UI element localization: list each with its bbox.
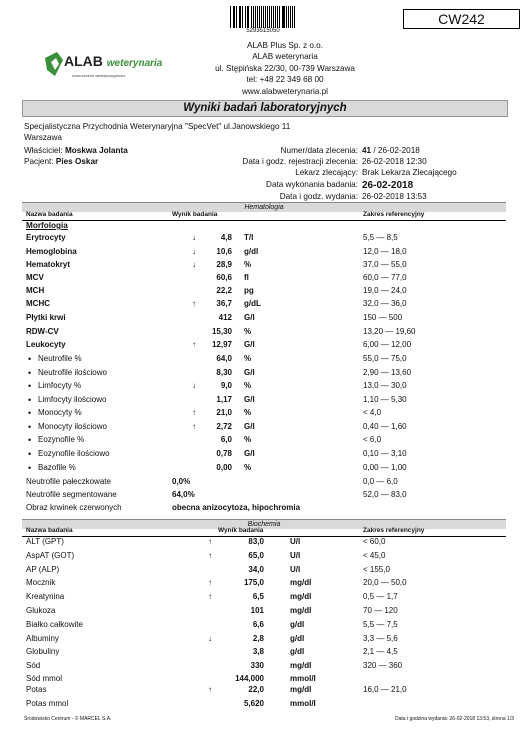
barcode	[230, 6, 296, 28]
result-value: 0,0%	[172, 477, 191, 486]
table-row	[0, 489, 531, 501]
reference-range: 0,40 — 1,60	[363, 422, 407, 431]
test-name: Limfocyty %	[38, 381, 82, 390]
reference-range: 16,0 — 21,0	[363, 685, 407, 694]
result-flag-icon: ↑	[192, 340, 196, 349]
result-value: 64,0%	[172, 490, 195, 499]
table-row	[0, 394, 531, 406]
table-row	[0, 605, 531, 617]
owner-label: Właściciel:	[24, 146, 63, 155]
test-name: Globuliny	[26, 647, 60, 656]
result-value: 0,00	[216, 463, 232, 472]
reference-range: < 6,0	[363, 435, 382, 444]
logo-brand: ALAB	[64, 53, 103, 69]
bullet-icon: •	[28, 449, 32, 459]
header-result: Wynik badania	[172, 211, 218, 218]
table-row	[0, 232, 531, 244]
lab-website: www.alabweterynaria.pl	[241, 86, 328, 96]
result-value: 101	[250, 606, 264, 615]
meta-value-bold: 26-02-2018	[362, 180, 414, 191]
table-row	[0, 380, 531, 392]
barcode-bar	[283, 6, 284, 28]
test-name: Leukocyty	[26, 340, 66, 349]
reference-range: 5,5 — 7,5	[363, 620, 398, 629]
test-name: Sód	[26, 661, 41, 670]
table-row	[0, 326, 531, 338]
lab-address	[190, 40, 380, 97]
report-title: Wyniki badań laboratoryjnych	[22, 100, 508, 117]
clinic-info	[24, 121, 290, 143]
result-value: 0,78	[216, 449, 232, 458]
owner-row	[24, 146, 128, 155]
lab-brand: ALAB weterynaria	[252, 52, 318, 62]
document-id: CW242	[403, 9, 520, 29]
result-unit: %	[244, 327, 252, 336]
result-flag-icon: ↑	[208, 537, 212, 546]
table-row	[0, 619, 531, 631]
result-unit: G/l	[244, 449, 255, 458]
result-unit: pg	[244, 286, 254, 295]
test-name: Albuminy	[26, 634, 59, 643]
result-flag-icon: ↓	[192, 381, 196, 390]
result-unit: g/dl	[244, 247, 259, 256]
reference-range: 13,0 — 30,0	[363, 381, 407, 390]
result-value: 36,7	[216, 299, 232, 308]
clinic-line-2: Warszawa	[24, 133, 62, 142]
result-value: 22,2	[216, 286, 232, 295]
bullet-icon: •	[28, 395, 32, 405]
test-name: Monocyty ilościowo	[38, 422, 107, 431]
result-unit: %	[244, 354, 252, 363]
bullet-icon: •	[28, 408, 32, 418]
lab-name: ALAB Plus Sp. z o.o.	[246, 41, 323, 50]
result-flag-icon: ↓	[192, 233, 196, 242]
barcode-bar	[248, 6, 249, 28]
logo-brand-suffix: weterynaria	[106, 58, 163, 69]
test-name: Potas	[26, 685, 47, 694]
result-value: obecna anizocytoza, hipochromia	[172, 503, 301, 512]
result-value: 175,0	[243, 578, 264, 587]
result-unit: U/l	[290, 537, 301, 546]
result-value: 330	[250, 661, 264, 670]
bullet-icon: •	[28, 354, 32, 364]
reference-range: < 155,0	[363, 565, 390, 574]
table-row	[0, 660, 531, 672]
test-name: RDW-CV	[26, 327, 59, 336]
patient-row	[24, 157, 98, 166]
reference-range: 2,1 — 4,5	[363, 647, 398, 656]
test-name: Sód mmol	[26, 674, 63, 683]
result-flag-icon: ↓	[208, 634, 212, 643]
result-flag-icon: ↑	[192, 408, 196, 417]
table-row	[0, 272, 531, 284]
result-flag-icon: ↑	[208, 551, 212, 560]
meta-value-text: 26-02-2018 13:53	[362, 192, 427, 201]
result-unit: mg/dl	[290, 606, 312, 615]
meta-value	[362, 192, 427, 201]
result-unit: G/l	[244, 422, 255, 431]
result-unit: %	[244, 408, 252, 417]
meta-label: Data wykonania badania:	[266, 180, 358, 189]
result-flag-icon: ↑	[192, 299, 196, 308]
result-value: 4,8	[220, 233, 232, 242]
meta-value	[362, 157, 427, 166]
barcode-bar	[242, 6, 243, 28]
table-row	[0, 259, 531, 271]
result-unit: mmol/l	[290, 674, 316, 683]
table-row	[0, 246, 531, 258]
result-unit: G/l	[244, 395, 255, 404]
barcode-bar	[236, 6, 237, 28]
result-unit: mg/dl	[290, 661, 312, 670]
table-row	[0, 536, 531, 548]
result-value: 65,0	[248, 551, 264, 560]
result-unit: U/l	[290, 551, 301, 560]
result-value: 64,0	[216, 354, 232, 363]
table-row	[0, 698, 531, 710]
logo-tagline: nowoczesne weterynaryjności	[72, 73, 126, 78]
test-name: Hematokryt	[26, 260, 71, 269]
reference-range: 5,5 — 8,5	[363, 233, 398, 242]
meta-label: Data i godz. rejestracji zlecenia:	[242, 157, 358, 166]
reference-range: 12,0 — 18,0	[363, 247, 407, 256]
test-name: Białko całkowite	[26, 620, 83, 629]
result-unit: mmol/l	[290, 699, 316, 708]
section-biochemistry: Biochemia	[22, 519, 506, 529]
test-name: Neutrofile %	[38, 354, 82, 363]
meta-value	[362, 168, 457, 177]
test-name: AspAT (GOT)	[26, 551, 75, 560]
test-name: Eozynofile %	[38, 435, 85, 444]
reference-range: 150 — 500	[363, 313, 403, 322]
reference-range: 70 — 120	[363, 606, 398, 615]
result-unit: mg/dl	[290, 592, 312, 601]
result-unit: g/dl	[290, 634, 305, 643]
table-row	[0, 407, 531, 419]
meta-value	[362, 146, 420, 155]
result-value: 6,6	[252, 620, 264, 629]
test-name: Neutrofile pałeczkowate	[26, 477, 111, 486]
footer-right: Data i godzina wydania: 26-02-2018 13:53, strona 1/3	[395, 716, 514, 722]
reference-range: < 4,0	[363, 408, 382, 417]
reference-range: 19,0 — 24,0	[363, 286, 407, 295]
result-unit: g/dL	[244, 299, 261, 308]
barcode-bar	[275, 6, 276, 28]
result-unit: U/l	[290, 565, 301, 574]
bullet-icon: •	[28, 422, 32, 432]
test-name: Erytrocyty	[26, 233, 66, 242]
barcode-bar	[288, 6, 289, 28]
table-row	[0, 577, 531, 589]
result-value: 9,0	[220, 381, 232, 390]
result-unit: mg/dl	[290, 578, 312, 587]
table-row	[0, 633, 531, 645]
reference-range: < 60,0	[363, 537, 386, 546]
result-value: 6,0	[220, 435, 232, 444]
table-row	[0, 550, 531, 562]
result-unit: %	[244, 435, 252, 444]
table-row	[0, 421, 531, 433]
lab-phone: tel: +48 22 349 68 00	[246, 75, 324, 85]
clinic-line-1: Specjalistyczna Przychodnia Weterynaryjna "SpecVet" ul.Janowskiego 11	[24, 122, 291, 131]
result-value: 1,17	[216, 395, 232, 404]
table-row	[0, 353, 531, 365]
result-value: 10,6	[216, 247, 232, 256]
reference-range: 0,10 — 3,10	[363, 449, 407, 458]
result-unit: mg/dl	[290, 685, 312, 694]
test-name: Kreatynina	[26, 592, 65, 601]
meta-label: Numer/data zlecenia:	[280, 146, 358, 155]
test-name: MCV	[26, 273, 44, 282]
test-name: Eozynofile ilościowo	[38, 449, 110, 458]
meta-value-text: Brak Lekarza Zlecającego	[362, 168, 457, 177]
result-flag-icon: ↑	[208, 685, 212, 694]
result-value: 5,620	[243, 699, 264, 708]
test-name: MCHC	[26, 299, 50, 308]
reference-range: 1,10 — 5,30	[363, 395, 407, 404]
table-row	[0, 339, 531, 351]
header-name: Nazwa badania	[26, 211, 73, 218]
hematology-column-headers	[22, 211, 506, 221]
group-title-morfologia: Morfologia	[26, 221, 68, 230]
result-unit: g/dl	[290, 647, 305, 656]
barcode-bar	[294, 6, 295, 28]
table-row	[0, 564, 531, 576]
result-value: 22,0	[248, 685, 264, 694]
section-hematology: Hematologia	[22, 202, 506, 212]
table-row	[0, 367, 531, 379]
result-flag-icon: ↑	[192, 422, 196, 431]
meta-value	[362, 180, 413, 191]
result-flag-icon: ↓	[192, 260, 196, 269]
patient-value: Pies Oskar	[55, 157, 99, 166]
bullet-icon: •	[28, 463, 32, 473]
table-row	[0, 312, 531, 324]
table-row	[0, 591, 531, 603]
test-name: Monocyty %	[38, 408, 82, 417]
result-unit: %	[244, 381, 252, 390]
reference-range: 0,00 — 1,00	[363, 463, 407, 472]
result-value: 6,5	[252, 592, 264, 601]
result-unit: fl	[244, 273, 249, 282]
header-result: Wynik badania	[218, 527, 264, 534]
result-unit: g/dl	[290, 620, 305, 629]
reference-range: 0,0 — 6,0	[363, 477, 398, 486]
patient-label: Pacjent:	[24, 157, 54, 166]
header-name: Nazwa badania	[26, 527, 73, 534]
table-row	[0, 476, 531, 488]
barcode-bar	[251, 6, 252, 28]
result-unit: G/l	[244, 340, 255, 349]
table-row	[0, 462, 531, 474]
reference-range: 320 — 360	[363, 661, 403, 670]
result-value: 60,6	[216, 273, 232, 282]
result-value: 34,0	[248, 565, 264, 574]
lab-street: ul. Stępińska 22/30, 00-739 Warszawa	[215, 63, 355, 73]
bullet-icon: •	[28, 368, 32, 378]
header-ref: Zakres referencyjny	[363, 211, 425, 218]
reference-range: < 45,0	[363, 551, 386, 560]
meta-label: Lekarz zlecający:	[295, 168, 358, 177]
result-unit: G/l	[244, 313, 255, 322]
test-name: AP (ALP)	[26, 565, 60, 574]
test-name: Glukoza	[26, 606, 56, 615]
table-row	[0, 646, 531, 658]
result-value: 28,9	[216, 260, 232, 269]
result-value: 2,72	[216, 422, 232, 431]
result-unit: G/l	[244, 368, 255, 377]
result-value: 15,30	[211, 327, 232, 336]
reference-range: 55,0 — 75,0	[363, 354, 407, 363]
result-value: 8,30	[216, 368, 232, 377]
reference-range: 2,90 — 13,60	[363, 368, 412, 377]
footer-left: Środowisko Centrum - © MARCEL S.A.	[24, 716, 112, 722]
test-name: Limfocyty ilościowo	[38, 395, 107, 404]
result-value: 21,0	[216, 408, 232, 417]
reference-range: 32,0 — 36,0	[363, 299, 407, 308]
result-flag-icon: ↑	[208, 592, 212, 601]
reference-range: 37,0 — 55,0	[363, 260, 407, 269]
test-name: Bazofile %	[38, 463, 76, 472]
meta-value-text: / 26-02-2018	[371, 146, 420, 155]
test-name: Neutrofile segmentowane	[26, 490, 117, 499]
reference-range: 3,3 — 5,6	[363, 634, 398, 643]
test-name: Neutrofile ilościowo	[38, 368, 107, 377]
test-name: Hemoglobina	[26, 247, 77, 256]
table-row	[0, 298, 531, 310]
reference-range: 0,5 — 1,7	[363, 592, 398, 601]
test-name: Płytki krwi	[26, 313, 66, 322]
result-value: 144,000	[235, 674, 264, 683]
table-row	[0, 285, 531, 297]
reference-range: 6,00 — 12,00	[363, 340, 412, 349]
meta-value-text: 26-02-2018 12:30	[362, 157, 427, 166]
table-row	[0, 502, 531, 514]
reference-range: 13,20 — 19,60	[363, 327, 416, 336]
reference-range: 60,0 — 77,0	[363, 273, 407, 282]
meta-label: Data i godz. wydania:	[279, 192, 358, 201]
result-value: 12,97	[211, 340, 232, 349]
test-name: MCH	[26, 286, 45, 295]
result-unit: %	[244, 463, 252, 472]
owner-value: Moskwa Jolanta	[64, 146, 128, 155]
barcode-bar	[277, 6, 278, 28]
result-unit: T/l	[244, 233, 254, 242]
table-row	[0, 448, 531, 460]
bullet-icon: •	[28, 381, 32, 391]
barcode-bar	[263, 6, 264, 28]
result-value: 3,8	[252, 647, 264, 656]
result-flag-icon: ↑	[208, 578, 212, 587]
barcode-bar	[269, 6, 270, 28]
header-ref: Zakres referencyjny	[363, 527, 425, 534]
table-row	[0, 434, 531, 446]
barcode-bar	[230, 6, 231, 28]
result-value: 412	[218, 313, 232, 322]
result-unit: %	[244, 260, 252, 269]
result-flag-icon: ↓	[192, 247, 196, 256]
reference-range: 52,0 — 83,0	[363, 490, 407, 499]
result-value: 83,0	[248, 537, 264, 546]
bullet-icon: •	[28, 435, 32, 445]
test-name: Obraz krwinek czerwonych	[26, 503, 122, 512]
logo-wordmark	[64, 53, 162, 69]
table-row	[0, 684, 531, 696]
barcode-bar	[259, 6, 260, 28]
test-name: Mocznik	[26, 578, 56, 587]
meta-value-bold: 41	[362, 146, 372, 155]
test-name: ALT (GPT)	[26, 537, 64, 546]
result-value: 2,8	[252, 634, 264, 643]
reference-range: 20,0 — 50,0	[363, 578, 407, 587]
test-name: Potas mmol	[26, 699, 69, 708]
barcode-number: 5293515050	[246, 28, 280, 34]
